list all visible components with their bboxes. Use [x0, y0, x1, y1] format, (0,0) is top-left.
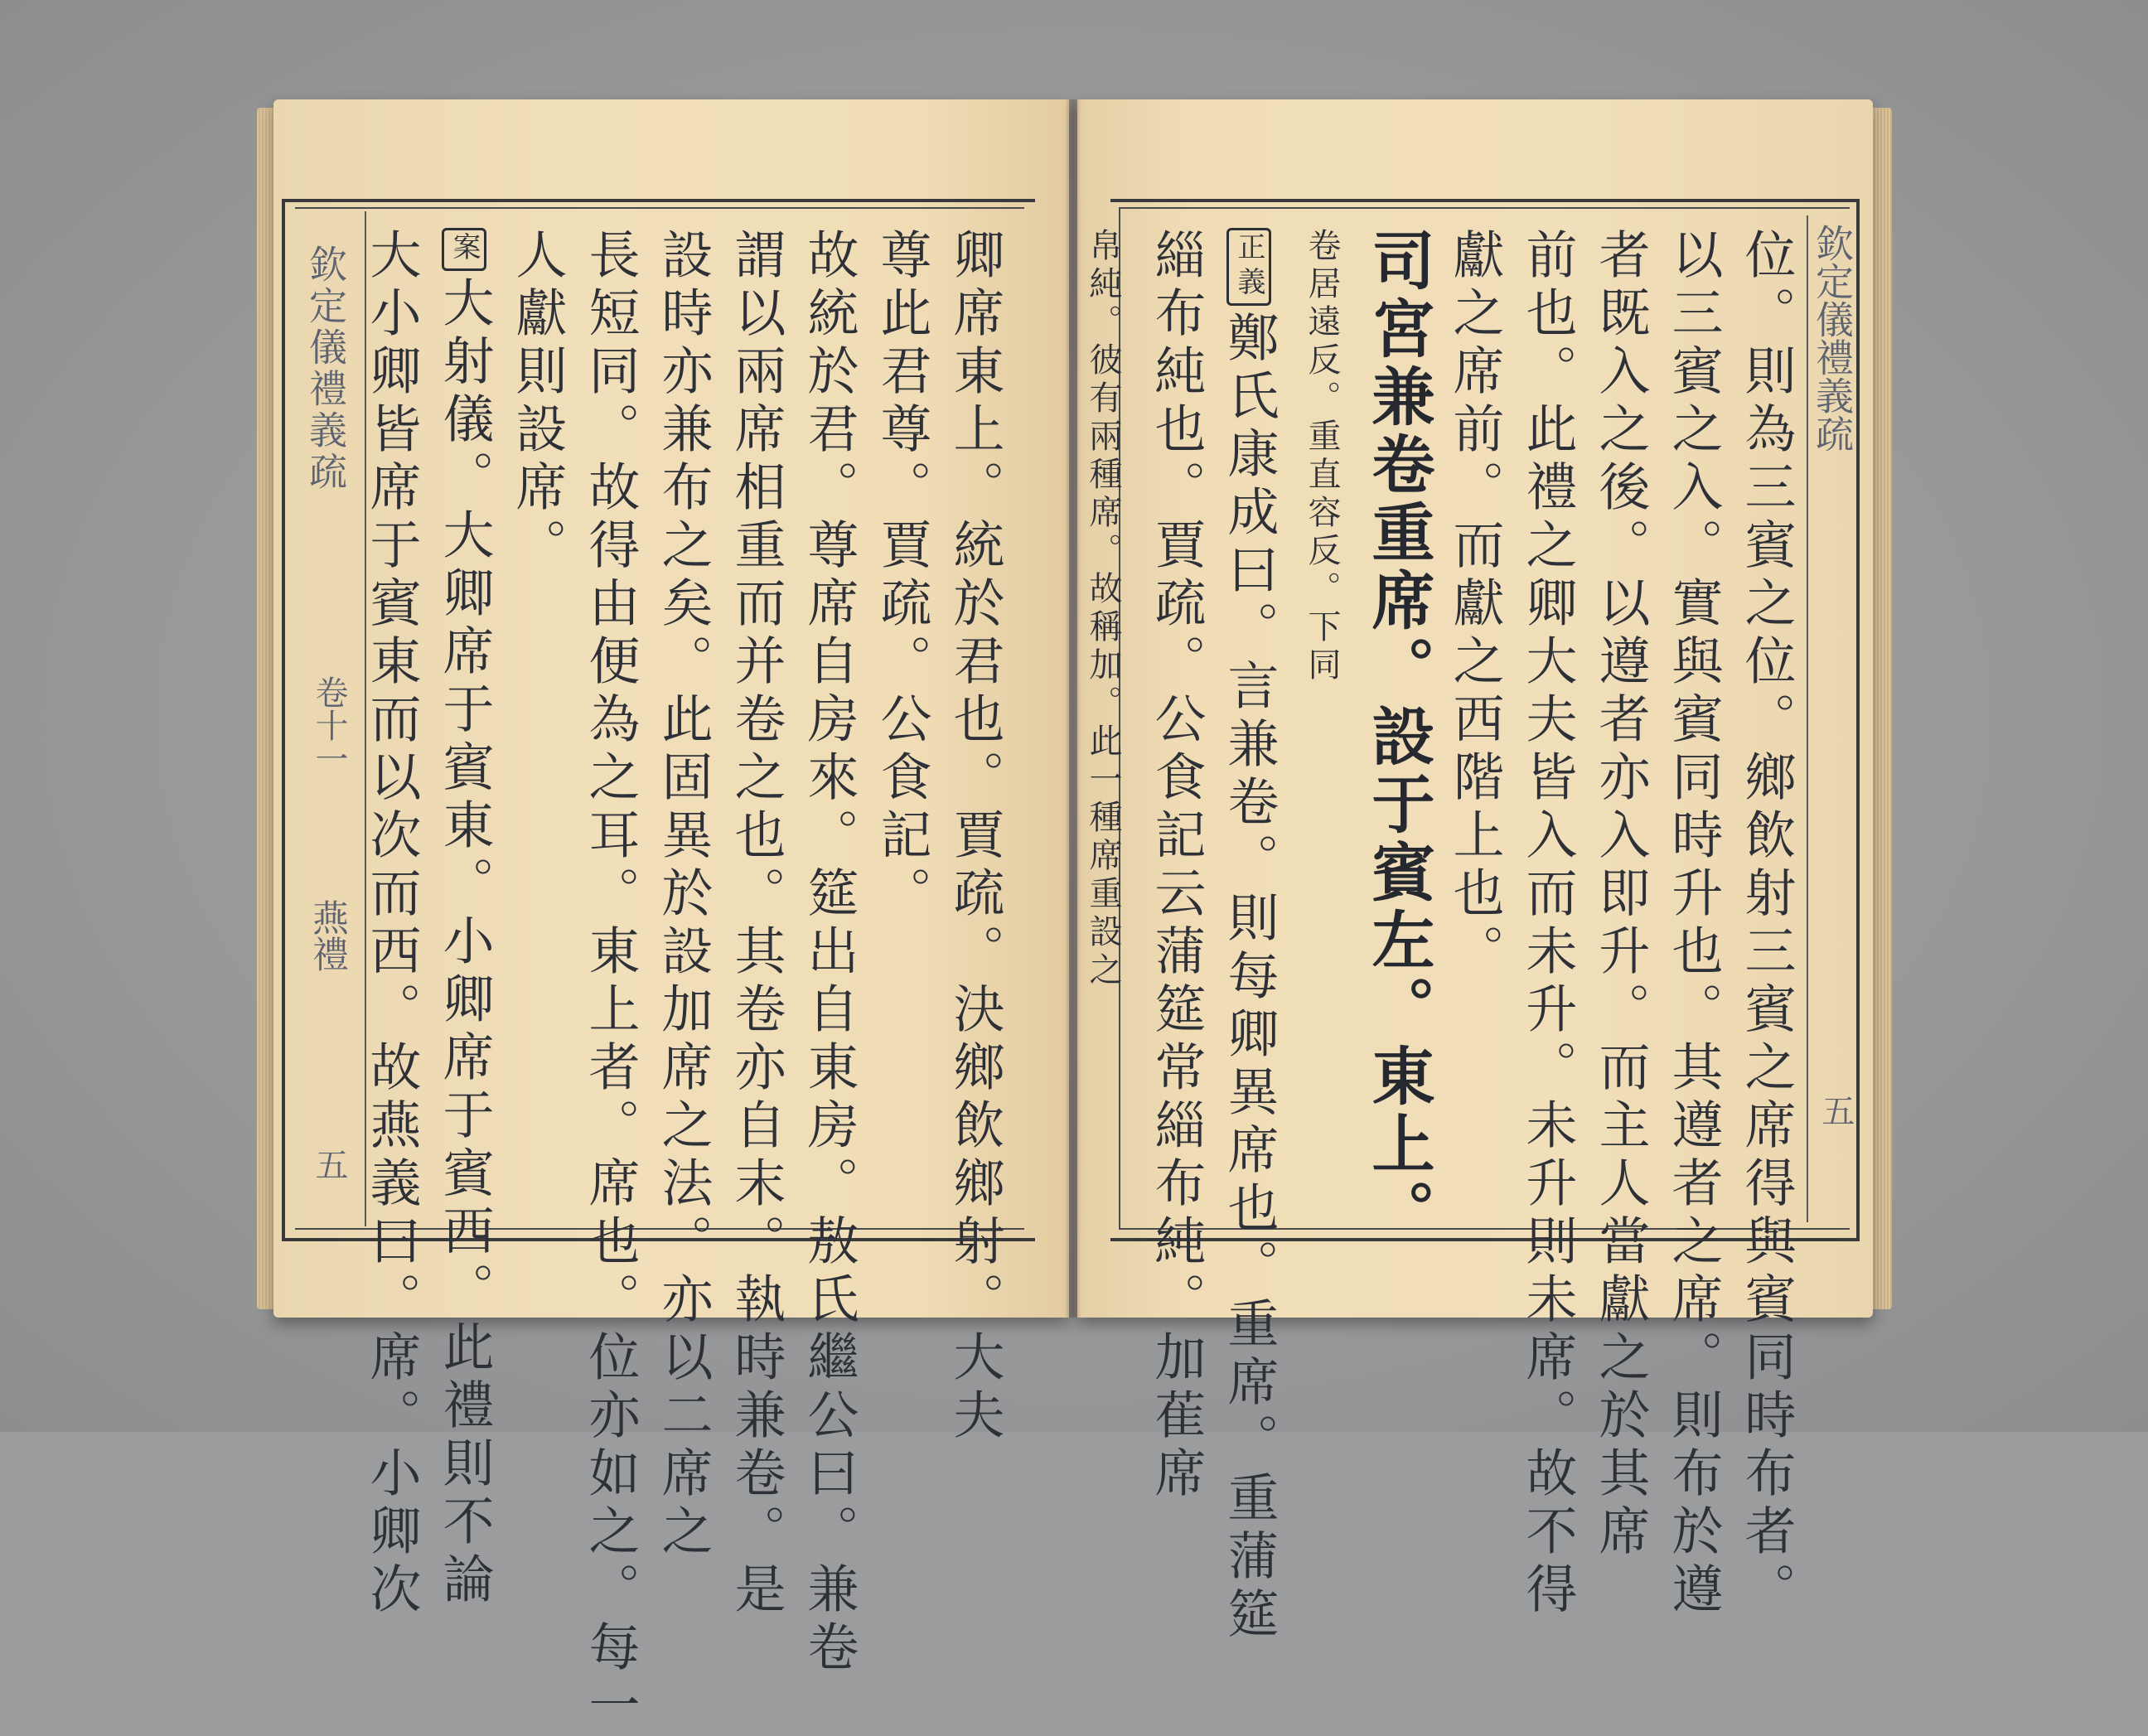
column-text: 謂以兩席相重而并卷之也。其卷亦自末。執時兼卷。是: [726, 228, 786, 1620]
text-column: [428, 228, 501, 1610]
column-text: 者既入之後。以遵者亦入即升。而主人當獻之於其席: [1590, 228, 1651, 1562]
pronunciation-note: [1285, 228, 1358, 1222]
column-text: 緇布純也。賈疏。公食記云蒲筵常緇布純。加萑席: [1146, 228, 1207, 1504]
text-column: [355, 228, 428, 1620]
text-column: [1584, 228, 1657, 1562]
text-column: [1438, 228, 1511, 1222]
column-text: 尊此君尊。賈疏。公食記。: [872, 228, 932, 924]
left-text-block: [361, 228, 1011, 1736]
text-column: [1139, 228, 1212, 1504]
column-text: 位。則為三賓之位。鄉飲射三賓之席得與賓同時布者。: [1736, 228, 1797, 1620]
column-text: 鄭氏康成曰。言兼卷。則每卿異席也。重席。重蒲筵: [1219, 311, 1280, 1645]
small-note-column: [1067, 228, 1139, 1222]
annotation-tag-an: 案: [442, 228, 486, 271]
banxin-chapter: 燕禮: [306, 899, 348, 972]
scripture-heading: [1358, 228, 1438, 1247]
annotation-tag-zhengyi: 正義: [1226, 228, 1271, 306]
banxin-book-title: 欽定儀禮義疏: [303, 244, 348, 493]
column-text: 卿席東上。統於君也。賈疏。決鄉飲鄉射。大夫: [945, 228, 1005, 1446]
heading-text: 司宮兼卷重席。設于賓左。東上。: [1362, 228, 1435, 1247]
right-text-block: [1084, 228, 1802, 1645]
text-column: [1657, 228, 1730, 1620]
column-text: 故統於君。尊席自房來。筵出自東房。敖氏繼公曰。兼卷: [799, 228, 859, 1678]
column-text: 大射儀。大卿席于賓東。小卿席于賓西。此禮則不論: [434, 276, 495, 1610]
text-column: [938, 228, 1011, 1446]
right-folio: 五: [1817, 1094, 1855, 1127]
note-text: 卷居遠反。重直容反。下同: [1303, 228, 1341, 685]
column-text: 以三賓之入。實與賓同時升也。其遵者之席。則布於遵: [1663, 228, 1724, 1620]
banxin-folio: 五: [310, 1148, 348, 1181]
column-text: 前也。此禮之卿大夫皆入而未升。未升則未席。故不得: [1517, 228, 1578, 1620]
text-column: [573, 228, 646, 1736]
column-text: 人獻則設席。: [507, 228, 568, 576]
text-column: [1212, 228, 1285, 1645]
text-column: [501, 228, 573, 1222]
text-column: [719, 228, 792, 1620]
text-column: [792, 228, 865, 1678]
column-text: 大小卿皆席于賓東而以次而西。故燕義曰。席。小卿次: [361, 228, 422, 1620]
column-text: 設時亦兼布之矣。此固異於設加席之法。亦以二席之: [653, 228, 714, 1562]
banxin-volume: 卷十一: [310, 675, 348, 775]
text-column: [646, 228, 719, 1562]
text-column: [1730, 228, 1802, 1620]
right-title-column: [1807, 215, 1866, 1222]
column-text: 獻之席前。而獻之西階上也。: [1444, 228, 1505, 982]
column-text: 長短同。故得由便為之耳。東上者。席也。位亦如之。每一: [580, 228, 641, 1736]
text-column: [865, 228, 938, 1222]
open-book: [249, 83, 1906, 1736]
note-text: 帛純。彼有兩種席。故稱加。此一種席重設之: [1084, 228, 1122, 990]
text-column: [1511, 228, 1584, 1620]
right-book-title: 欽定儀禮義疏: [1810, 224, 1855, 452]
